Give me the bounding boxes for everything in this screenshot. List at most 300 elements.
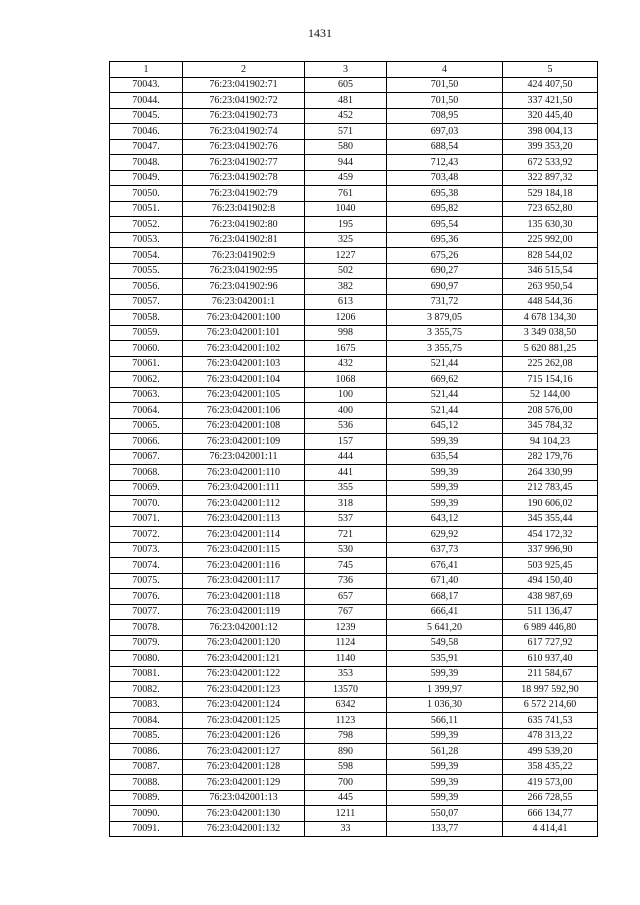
area-cell: 657 (305, 589, 387, 605)
cadastral-number-cell: 76:23:042001:100 (183, 310, 305, 326)
area-cell: 1140 (305, 651, 387, 667)
row-number-cell: 70063. (110, 387, 183, 403)
value-cell: 263 950,54 (503, 279, 598, 295)
cadastral-number-cell: 76:23:042001:113 (183, 511, 305, 527)
row-number-cell: 70052. (110, 217, 183, 233)
cadastral-number-cell: 76:23:042001:105 (183, 387, 305, 403)
rate-cell: 695,36 (387, 232, 503, 248)
value-cell: 346 515,54 (503, 263, 598, 279)
value-cell: 478 313,22 (503, 728, 598, 744)
cadastral-number-cell: 76:23:042001:13 (183, 790, 305, 806)
rate-cell: 643,12 (387, 511, 503, 527)
row-number-cell: 70081. (110, 666, 183, 682)
row-number-cell: 70047. (110, 139, 183, 155)
row-number-cell: 70084. (110, 713, 183, 729)
table-row (110, 93, 598, 109)
area-cell: 502 (305, 263, 387, 279)
table-row (110, 341, 598, 357)
value-cell: 610 937,40 (503, 651, 598, 667)
row-number-cell: 70080. (110, 651, 183, 667)
rate-cell: 671,40 (387, 573, 503, 589)
row-number-cell: 70056. (110, 279, 183, 295)
table-row (110, 248, 598, 264)
rate-cell: 599,39 (387, 775, 503, 791)
rate-cell: 695,38 (387, 186, 503, 202)
table-row (110, 356, 598, 372)
table-row (110, 201, 598, 217)
row-number-cell: 70058. (110, 310, 183, 326)
rate-cell: 695,54 (387, 217, 503, 233)
row-number-cell: 70090. (110, 806, 183, 822)
rate-cell: 599,39 (387, 790, 503, 806)
cadastral-number-cell: 76:23:042001:122 (183, 666, 305, 682)
column-header: 4 (387, 62, 503, 78)
rate-cell: 549,58 (387, 635, 503, 651)
cadastral-number-cell: 76:23:042001:106 (183, 403, 305, 419)
data-table (109, 61, 598, 837)
area-cell: 195 (305, 217, 387, 233)
row-number-cell: 70072. (110, 527, 183, 543)
table-row (110, 108, 598, 124)
value-cell: 3 349 038,50 (503, 325, 598, 341)
table-row (110, 263, 598, 279)
rate-cell: 599,39 (387, 728, 503, 744)
row-number-cell: 70085. (110, 728, 183, 744)
row-number-cell: 70075. (110, 573, 183, 589)
row-number-cell: 70079. (110, 635, 183, 651)
value-cell: 6 989 446,80 (503, 620, 598, 636)
table-row (110, 217, 598, 233)
row-number-cell: 70062. (110, 372, 183, 388)
rate-cell: 690,97 (387, 279, 503, 295)
value-cell: 225 262,08 (503, 356, 598, 372)
value-cell: 4 678 134,30 (503, 310, 598, 326)
value-cell: 52 144,00 (503, 387, 598, 403)
value-cell: 399 353,20 (503, 139, 598, 155)
value-cell: 208 576,00 (503, 403, 598, 419)
row-number-cell: 70054. (110, 248, 183, 264)
value-cell: 225 992,00 (503, 232, 598, 248)
row-number-cell: 70059. (110, 325, 183, 341)
area-cell: 459 (305, 170, 387, 186)
table-row (110, 186, 598, 202)
cadastral-number-cell: 76:23:042001:1 (183, 294, 305, 310)
rate-cell: 676,41 (387, 558, 503, 574)
value-cell: 398 004,13 (503, 124, 598, 140)
cadastral-number-cell: 76:23:041902:8 (183, 201, 305, 217)
rate-cell: 688,54 (387, 139, 503, 155)
value-cell: 358 435,22 (503, 759, 598, 775)
area-cell: 605 (305, 77, 387, 93)
table-row (110, 573, 598, 589)
rate-cell: 535,91 (387, 651, 503, 667)
table-row (110, 310, 598, 326)
rate-cell: 668,17 (387, 589, 503, 605)
table-row (110, 558, 598, 574)
area-cell: 736 (305, 573, 387, 589)
area-cell: 598 (305, 759, 387, 775)
row-number-cell: 70049. (110, 170, 183, 186)
table-row (110, 620, 598, 636)
area-cell: 1068 (305, 372, 387, 388)
cadastral-number-cell: 76:23:041902:71 (183, 77, 305, 93)
area-cell: 318 (305, 496, 387, 512)
value-cell: 322 897,32 (503, 170, 598, 186)
rate-cell: 599,39 (387, 465, 503, 481)
value-cell: 424 407,50 (503, 77, 598, 93)
value-cell: 4 414,41 (503, 821, 598, 837)
rate-cell: 675,26 (387, 248, 503, 264)
row-number-cell: 70064. (110, 403, 183, 419)
area-cell: 798 (305, 728, 387, 744)
cadastral-number-cell: 76:23:041902:79 (183, 186, 305, 202)
column-header: 5 (503, 62, 598, 78)
area-cell: 353 (305, 666, 387, 682)
cadastral-number-cell: 76:23:042001:127 (183, 744, 305, 760)
rate-cell: 3 879,05 (387, 310, 503, 326)
area-cell: 767 (305, 604, 387, 620)
rate-cell: 550,07 (387, 806, 503, 822)
cadastral-number-cell: 76:23:042001:128 (183, 759, 305, 775)
cadastral-number-cell: 76:23:042001:120 (183, 635, 305, 651)
rate-cell: 666,41 (387, 604, 503, 620)
cadastral-number-cell: 76:23:041902:72 (183, 93, 305, 109)
value-cell: 212 783,45 (503, 480, 598, 496)
rate-cell: 599,39 (387, 666, 503, 682)
row-number-cell: 70069. (110, 480, 183, 496)
area-cell: 1675 (305, 341, 387, 357)
cadastral-number-cell: 76:23:042001:110 (183, 465, 305, 481)
rate-cell: 1 036,30 (387, 697, 503, 713)
rate-cell: 599,39 (387, 434, 503, 450)
column-header: 1 (110, 62, 183, 78)
table-row (110, 604, 598, 620)
cadastral-number-cell: 76:23:042001:123 (183, 682, 305, 698)
value-cell: 264 330,99 (503, 465, 598, 481)
rate-cell: 701,50 (387, 77, 503, 93)
area-cell: 536 (305, 418, 387, 434)
value-cell: 135 630,30 (503, 217, 598, 233)
value-cell: 320 445,40 (503, 108, 598, 124)
area-cell: 1227 (305, 248, 387, 264)
cadastral-number-cell: 76:23:041902:96 (183, 279, 305, 295)
rate-cell: 521,44 (387, 356, 503, 372)
cadastral-number-cell: 76:23:042001:112 (183, 496, 305, 512)
page-number: 1431 (308, 26, 332, 40)
rate-cell: 712,43 (387, 155, 503, 171)
area-cell: 721 (305, 527, 387, 543)
value-cell: 94 104,23 (503, 434, 598, 450)
value-cell: 666 134,77 (503, 806, 598, 822)
row-number-cell: 70066. (110, 434, 183, 450)
cadastral-number-cell: 76:23:042001:126 (183, 728, 305, 744)
cadastral-number-cell: 76:23:042001:101 (183, 325, 305, 341)
area-cell: 530 (305, 542, 387, 558)
cadastral-number-cell: 76:23:042001:119 (183, 604, 305, 620)
rate-cell: 521,44 (387, 387, 503, 403)
area-cell: 580 (305, 139, 387, 155)
row-number-cell: 70061. (110, 356, 183, 372)
value-cell: 438 987,69 (503, 589, 598, 605)
table-row (110, 480, 598, 496)
row-number-cell: 70043. (110, 77, 183, 93)
table-row (110, 744, 598, 760)
value-cell: 529 184,18 (503, 186, 598, 202)
value-cell: 6 572 214,60 (503, 697, 598, 713)
rate-cell: 599,39 (387, 496, 503, 512)
value-cell: 672 533,92 (503, 155, 598, 171)
table-row (110, 790, 598, 806)
row-number-cell: 70089. (110, 790, 183, 806)
table-row (110, 170, 598, 186)
table-row (110, 682, 598, 698)
cadastral-number-cell: 76:23:042001:111 (183, 480, 305, 496)
row-number-cell: 70048. (110, 155, 183, 171)
area-cell: 355 (305, 480, 387, 496)
rate-cell: 701,50 (387, 93, 503, 109)
cadastral-number-cell: 76:23:042001:118 (183, 589, 305, 605)
row-number-cell: 70074. (110, 558, 183, 574)
rate-cell: 731,72 (387, 294, 503, 310)
table-row (110, 775, 598, 791)
rate-cell: 1 399,97 (387, 682, 503, 698)
area-cell: 1239 (305, 620, 387, 636)
row-number-cell: 70086. (110, 744, 183, 760)
area-cell: 444 (305, 449, 387, 465)
table-row (110, 279, 598, 295)
rate-cell: 629,92 (387, 527, 503, 543)
row-number-cell: 70083. (110, 697, 183, 713)
rate-cell: 690,27 (387, 263, 503, 279)
cadastral-number-cell: 76:23:042001:11 (183, 449, 305, 465)
area-cell: 400 (305, 403, 387, 419)
area-cell: 1124 (305, 635, 387, 651)
value-cell: 18 997 592,90 (503, 682, 598, 698)
value-cell: 337 421,50 (503, 93, 598, 109)
table-row (110, 449, 598, 465)
value-cell: 5 620 881,25 (503, 341, 598, 357)
area-cell: 441 (305, 465, 387, 481)
cadastral-number-cell: 76:23:042001:104 (183, 372, 305, 388)
cadastral-number-cell: 76:23:042001:116 (183, 558, 305, 574)
cadastral-number-cell: 76:23:041902:76 (183, 139, 305, 155)
cadastral-number-cell: 76:23:042001:121 (183, 651, 305, 667)
row-number-cell: 70044. (110, 93, 183, 109)
table-row (110, 542, 598, 558)
area-cell: 445 (305, 790, 387, 806)
value-cell: 190 606,02 (503, 496, 598, 512)
value-cell: 715 154,16 (503, 372, 598, 388)
rate-cell: 3 355,75 (387, 325, 503, 341)
row-number-cell: 70091. (110, 821, 183, 837)
cadastral-number-cell: 76:23:042001:117 (183, 573, 305, 589)
row-number-cell: 70057. (110, 294, 183, 310)
table-row (110, 527, 598, 543)
table-row (110, 821, 598, 837)
row-number-cell: 70071. (110, 511, 183, 527)
rate-cell: 669,62 (387, 372, 503, 388)
row-number-cell: 70046. (110, 124, 183, 140)
value-cell: 419 573,00 (503, 775, 598, 791)
table-row (110, 139, 598, 155)
value-cell: 282 179,76 (503, 449, 598, 465)
value-cell: 723 652,80 (503, 201, 598, 217)
table-row (110, 372, 598, 388)
table-row (110, 465, 598, 481)
row-number-cell: 70078. (110, 620, 183, 636)
cadastral-number-cell: 76:23:042001:108 (183, 418, 305, 434)
row-number-cell: 70060. (110, 341, 183, 357)
cadastral-number-cell: 76:23:042001:129 (183, 775, 305, 791)
cadastral-number-cell: 76:23:042001:114 (183, 527, 305, 543)
table-body (110, 77, 598, 837)
table-row (110, 713, 598, 729)
area-cell: 13570 (305, 682, 387, 698)
cadastral-number-cell: 76:23:042001:103 (183, 356, 305, 372)
table-row (110, 697, 598, 713)
rate-cell: 645,12 (387, 418, 503, 434)
table-row (110, 325, 598, 341)
value-cell: 266 728,55 (503, 790, 598, 806)
area-cell: 432 (305, 356, 387, 372)
row-number-cell: 70088. (110, 775, 183, 791)
value-cell: 345 355,44 (503, 511, 598, 527)
value-cell: 828 544,02 (503, 248, 598, 264)
header-row (110, 62, 598, 78)
column-header: 2 (183, 62, 305, 78)
table-row (110, 294, 598, 310)
value-cell: 511 136,47 (503, 604, 598, 620)
table-row (110, 434, 598, 450)
cadastral-number-cell: 76:23:042001:130 (183, 806, 305, 822)
table-row (110, 418, 598, 434)
cadastral-number-cell: 76:23:041902:9 (183, 248, 305, 264)
column-header: 3 (305, 62, 387, 78)
area-cell: 33 (305, 821, 387, 837)
rate-cell: 3 355,75 (387, 341, 503, 357)
cadastral-number-cell: 76:23:042001:12 (183, 620, 305, 636)
row-number-cell: 70053. (110, 232, 183, 248)
rate-cell: 708,95 (387, 108, 503, 124)
cadastral-number-cell: 76:23:042001:124 (183, 697, 305, 713)
value-cell: 448 544,36 (503, 294, 598, 310)
area-cell: 998 (305, 325, 387, 341)
value-cell: 454 172,32 (503, 527, 598, 543)
area-cell: 452 (305, 108, 387, 124)
area-cell: 325 (305, 232, 387, 248)
row-number-cell: 70082. (110, 682, 183, 698)
value-cell: 635 741,53 (503, 713, 598, 729)
cadastral-number-cell: 76:23:041902:74 (183, 124, 305, 140)
table-row (110, 728, 598, 744)
row-number-cell: 70065. (110, 418, 183, 434)
rate-cell: 635,54 (387, 449, 503, 465)
row-number-cell: 70070. (110, 496, 183, 512)
row-number-cell: 70051. (110, 201, 183, 217)
area-cell: 613 (305, 294, 387, 310)
area-cell: 537 (305, 511, 387, 527)
table-row (110, 124, 598, 140)
cadastral-number-cell: 76:23:041902:77 (183, 155, 305, 171)
table-row (110, 759, 598, 775)
row-number-cell: 70050. (110, 186, 183, 202)
area-cell: 890 (305, 744, 387, 760)
area-cell: 481 (305, 93, 387, 109)
table-row (110, 155, 598, 171)
cadastral-number-cell: 76:23:042001:125 (183, 713, 305, 729)
rate-cell: 521,44 (387, 403, 503, 419)
table-row (110, 635, 598, 651)
table-row (110, 511, 598, 527)
rate-cell: 566,11 (387, 713, 503, 729)
rate-cell: 599,39 (387, 480, 503, 496)
area-cell: 1040 (305, 201, 387, 217)
row-number-cell: 70045. (110, 108, 183, 124)
row-number-cell: 70068. (110, 465, 183, 481)
cadastral-number-cell: 76:23:042001:132 (183, 821, 305, 837)
rate-cell: 703,48 (387, 170, 503, 186)
table-row (110, 589, 598, 605)
table-row (110, 806, 598, 822)
row-number-cell: 70076. (110, 589, 183, 605)
rate-cell: 133,77 (387, 821, 503, 837)
area-cell: 1211 (305, 806, 387, 822)
cadastral-number-cell: 76:23:042001:109 (183, 434, 305, 450)
rate-cell: 561,28 (387, 744, 503, 760)
rate-cell: 599,39 (387, 759, 503, 775)
table-row (110, 77, 598, 93)
row-number-cell: 70073. (110, 542, 183, 558)
value-cell: 503 925,45 (503, 558, 598, 574)
value-cell: 494 150,40 (503, 573, 598, 589)
table-header (110, 62, 598, 78)
area-cell: 571 (305, 124, 387, 140)
cadastral-number-cell: 76:23:041902:73 (183, 108, 305, 124)
cadastral-number-cell: 76:23:041902:81 (183, 232, 305, 248)
rate-cell: 5 641,20 (387, 620, 503, 636)
table-row (110, 387, 598, 403)
area-cell: 100 (305, 387, 387, 403)
cadastral-number-cell: 76:23:042001:115 (183, 542, 305, 558)
rate-cell: 695,82 (387, 201, 503, 217)
area-cell: 6342 (305, 697, 387, 713)
table-row (110, 403, 598, 419)
rate-cell: 637,73 (387, 542, 503, 558)
cadastral-number-cell: 76:23:041902:95 (183, 263, 305, 279)
row-number-cell: 70087. (110, 759, 183, 775)
area-cell: 761 (305, 186, 387, 202)
area-cell: 1123 (305, 713, 387, 729)
value-cell: 337 996,90 (503, 542, 598, 558)
area-cell: 157 (305, 434, 387, 450)
row-number-cell: 70077. (110, 604, 183, 620)
rate-cell: 697,03 (387, 124, 503, 140)
area-cell: 745 (305, 558, 387, 574)
area-cell: 382 (305, 279, 387, 295)
row-number-cell: 70067. (110, 449, 183, 465)
cadastral-number-cell: 76:23:041902:78 (183, 170, 305, 186)
table-row (110, 232, 598, 248)
area-cell: 944 (305, 155, 387, 171)
value-cell: 345 784,32 (503, 418, 598, 434)
value-cell: 499 539,20 (503, 744, 598, 760)
value-cell: 617 727,92 (503, 635, 598, 651)
cadastral-number-cell: 76:23:042001:102 (183, 341, 305, 357)
table-row (110, 496, 598, 512)
row-number-cell: 70055. (110, 263, 183, 279)
table-row (110, 651, 598, 667)
value-cell: 211 584,67 (503, 666, 598, 682)
